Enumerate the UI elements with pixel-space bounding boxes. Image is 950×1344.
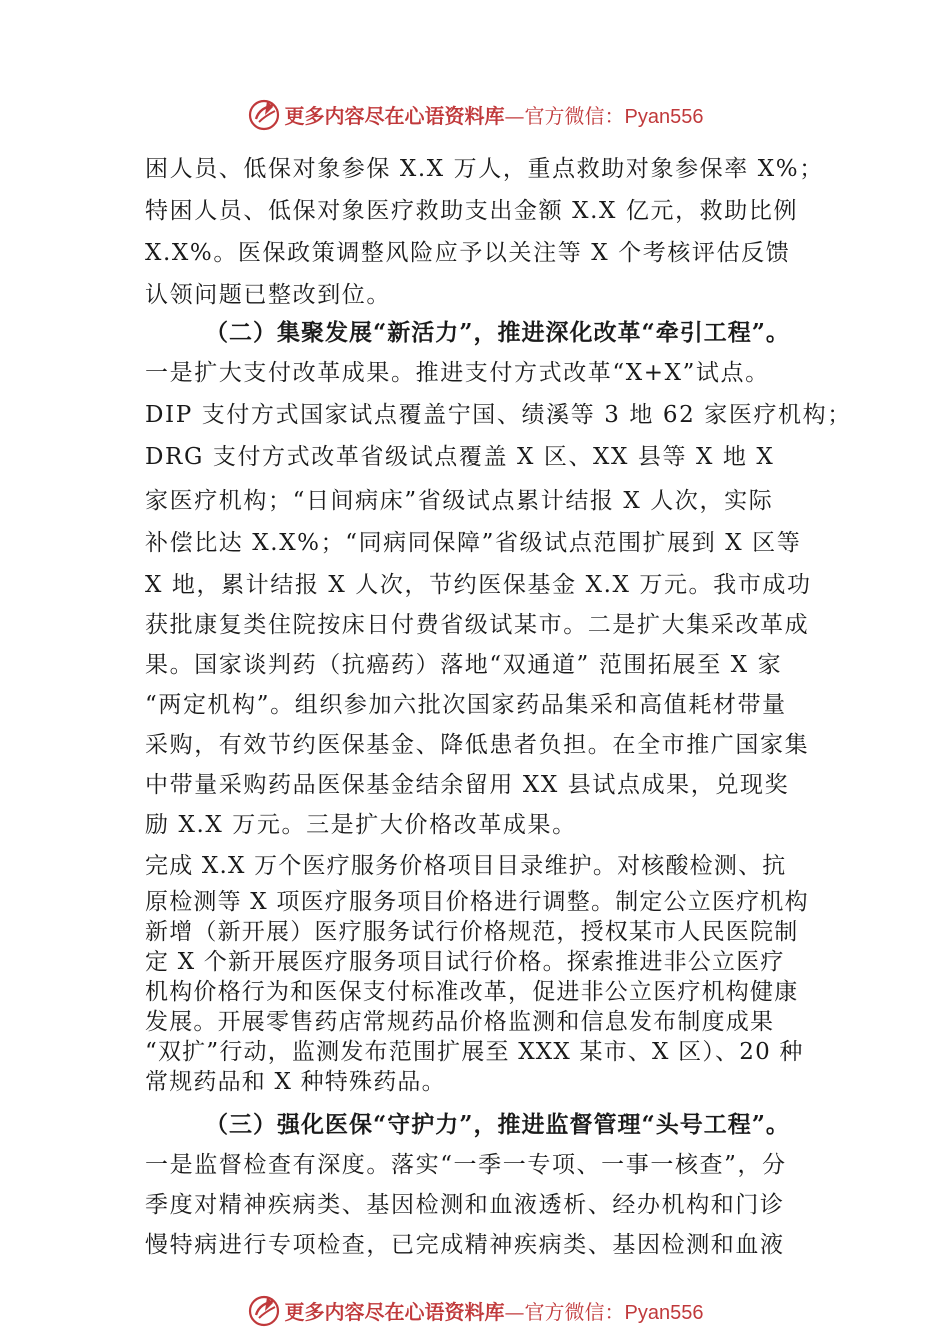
text-line: 一是监督检查有深度。落实“一季一专项、一事一核查”，分 [145,1152,787,1178]
text-line: 采购，有效节约医保基金、降低患者负担。在全市推广国家集 [145,732,810,758]
text-line: X 地，累计结报 X 人次，节约医保基金 X.X 万元。我市成功 [145,572,812,598]
footer-banner-text [285,1296,704,1325]
text-line: DIP 支付方式国家试点覆盖宁国、绩溪等 3 地 62 家医疗机构； [145,402,852,428]
text-line: 中带量采购药品医保基金结余留用 XX 县试点成果，兑现奖 [145,772,790,798]
footer-banner-wechat-id: Pyan556 [624,1301,704,1324]
text-line: 一是扩大支付改革成果。推进支付方式改革“X+X”试点。 [145,360,770,386]
text-line: 励 X.X 万元。三是扩大价格改革成果。 [145,812,577,838]
text-line: 慢特病进行专项检查，已完成精神疾病类、基因检测和血液 [145,1232,785,1258]
header-banner-wechat-label: 官方微信： [524,103,625,128]
text-line: DRG 支付方式改革省级试点覆盖 X 区、XX 县等 X 地 X [145,444,775,470]
text-line: “两定机构”。组织参加六批次国家药品集采和高值耗材带量 [145,692,787,718]
footer-banner-wechat-label: 官方微信： [524,1299,625,1324]
footer-banner-title: 更多内容尽在心语资料库 [284,1299,505,1324]
text-line: X.X%。医保政策调整风险应予以关注等 X 个考核评估反馈 [145,240,791,266]
footer-banner [0,1290,950,1330]
header-banner-text [285,100,704,129]
section-heading-2: （二）集聚发展“新活力”，推进深化改革“牵引工程”。 [205,319,790,346]
text-line: “双扩”行动，监测发布范围扩展至 XXX 某市、X 区）、20 种 [145,1039,804,1065]
text-line: 特困人员、低保对象医疗救助支出金额 X.X 亿元，救助比例 [145,198,799,224]
text-line: 完成 X.X 万个医疗服务价格项目目录维护。对核酸检测、抗 [145,853,787,879]
text-line: 常规药品和 X 种特殊药品。 [145,1069,446,1095]
text-line: 认领问题已整改到位。 [145,282,391,308]
section-heading-3: （三）强化医保“守护力”，推进监督管理“头号工程”。 [205,1111,790,1138]
text-line: 新增（新开展）医疗服务试行价格规范，授权某市人民医院制 [145,919,799,945]
text-line: 果。国家谈判药（抗癌药）落地“双通道” 范围拓展至 X 家 [145,652,783,678]
header-banner-title: 更多内容尽在心语资料库 [284,103,505,128]
header-banner [0,94,950,134]
text-line: 困人员、低保对象参保 X.X 万人，重点救助对象参保率 X%； [145,156,824,182]
brand-logo-icon [247,1293,281,1327]
text-line: 补偿比达 X.X%；“同病同保障”省级试点范围扩展到 X 区等 [145,530,802,556]
footer-banner-separator: — [504,1299,525,1324]
text-line: 获批康复类住院按床日付费省级试某市。二是扩大集采改革成 [145,612,810,638]
text-line: 家医疗机构；“日间病床”省级试点累计结报 X 人次，实际 [145,488,774,514]
text-line: 机构价格行为和医保支付标准改革，促进非公立医疗机构健康 [145,979,799,1005]
brand-logo-icon [247,97,281,131]
text-line: 定 X 个新开展医疗服务项目试行价格。探索推进非公立医疗 [145,949,785,975]
text-line: 发展。开展零售药店常规药品价格监测和信息发布制度成果 [145,1009,775,1035]
header-banner-wechat-id: Pyan556 [624,105,704,128]
text-line: 原检测等 X 项医疗服务项目价格进行调整。制定公立医疗机构 [145,889,809,915]
text-line: 季度对精神疾病类、基因检测和血液透析、经办机构和门诊 [145,1192,785,1218]
header-banner-separator: — [504,103,525,128]
